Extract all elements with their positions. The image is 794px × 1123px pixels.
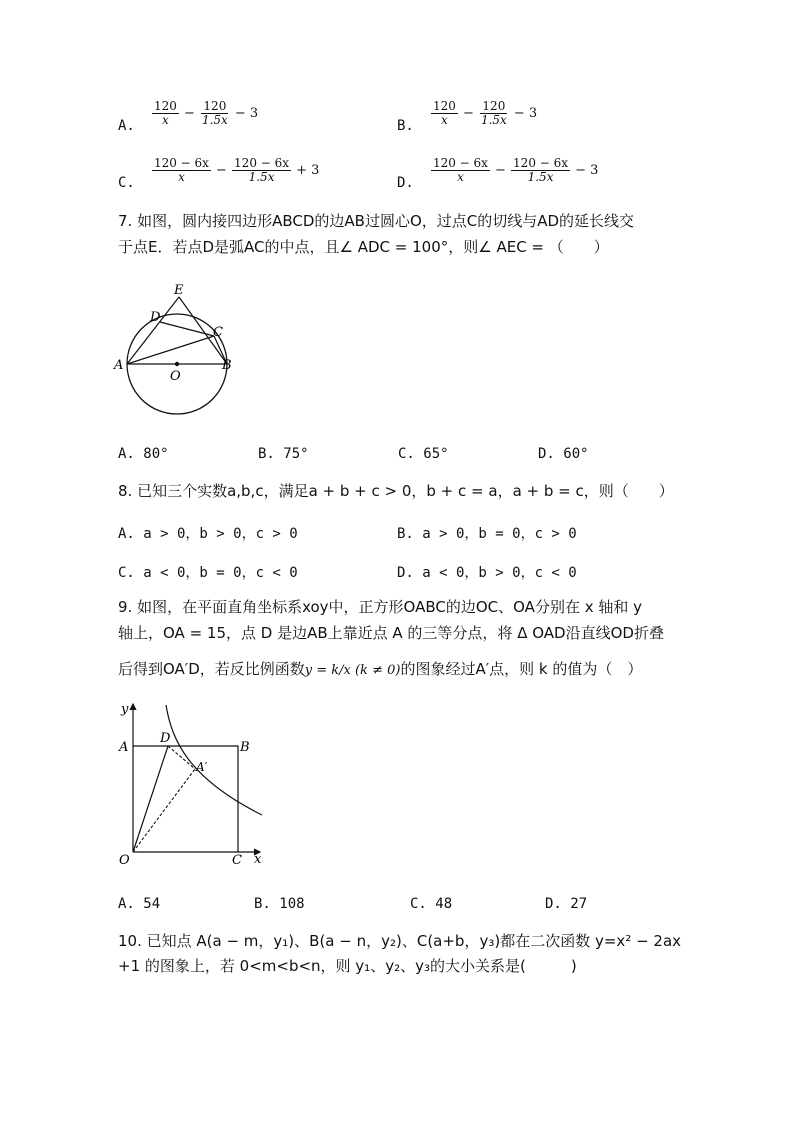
q8-option-d: D. a < 0，b > 0，c < 0 [397,565,577,581]
label-E: E [174,283,184,298]
q8-stem: 8. 已知三个实数a,b,c，满足a + b + c > 0，b + c = a，a + b = c，则（ ） [118,482,674,500]
hyperbola-curve [166,705,262,815]
q6-option-a-tail: − 3 [234,106,259,121]
q7-option-c: C. 65° [398,446,449,462]
q6-option-d: D. $\frac{120 - 6x}{x}$ − $\frac{120 - 6x}{1.5x}$ − 3 [397,156,599,191]
q6-option-d-label: D. [397,175,414,191]
q6-option-c-tail: + 3 [296,163,320,178]
q6-option-a-label: A. [118,118,135,134]
q7-stem-line1: 7. 如图，圆内接四边形ABCD的边AB过圆心O，过点C的切线与AD的延长线交 [118,212,635,230]
q6-option-c-label: C. [118,175,135,191]
segment-OA-prime [133,769,195,852]
label-C: C [232,853,242,868]
label-A-prime: A′ [196,760,208,774]
label-x: x [254,852,262,867]
fraction: $\frac{120}{1.5x}$ [201,99,228,127]
label-D: D [150,310,161,325]
q7-circle-figure [112,280,252,420]
label-B: B [222,358,232,373]
q6-option-b-tail: − 3 [513,106,538,121]
fraction: $\frac{120 - 6x}{x}$ [153,156,209,184]
label-A: A [119,740,129,755]
q9-stem-line1: 9. 如图，在平面直角坐标系xoy中，正方形OABC的边OC、OA分别在 x 轴和 y [118,598,642,616]
label-C: C [213,325,223,340]
q6-option-b-label: B. [397,118,414,134]
q9-stem-line2: 轴上，OA = 15，点 D 是边AB上靠近点 A 的三等分点，将 Δ OAD沿直线OD折叠 [118,624,664,642]
q7-option-a: A. 80° [118,446,169,462]
label-O: O [119,853,130,868]
fraction: $\frac{120}{x}$ [153,99,177,127]
label-A: A [114,358,124,373]
square-OABC [133,746,238,852]
q6-option-a: A. $\frac{120}{x}$ − $\frac{120}{1.5x}$ − 3 [118,99,259,134]
q9-stem-line3-post: 的图象经过A′点，则 k 的值为（ ） [400,660,643,678]
label-B: B [240,740,250,755]
fraction: $\frac{120 - 6x}{x}$ [432,156,488,184]
center-point [175,362,179,366]
q9-option-d: D. 27 [545,896,588,912]
q10-stem-line2: +1 的图象上，若 0<m<b<n，则 y₁、y₂、y₃的大小关系是( ) [118,957,577,975]
q6-option-b: B. $\frac{120}{x}$ − $\frac{120}{1.5x}$ − 3 [397,99,538,134]
fraction: $\frac{120 - 6x}{1.5x}$ [234,156,290,184]
segment-DC [160,322,214,336]
segment-AE [127,297,179,364]
q7-stem-line2: 于点E．若点D是弧AC的中点，且∠ ADC = 100°，则∠ AEC = （ ） [118,238,609,256]
segment-AC [127,336,214,364]
inverse-function: y = k/x (k ≠ 0) [304,663,401,678]
q9-option-c: C. 48 [410,896,453,912]
q9-option-b: B. 108 [254,896,305,912]
q6-option-c: C. $\frac{120 - 6x}{x}$ − $\frac{120 - 6x}{1.5x}$ + 3 [118,156,320,191]
q9-stem-line3-pre: 后得到OA′D，若反比例函数 [118,660,305,678]
q9-option-a: A. 54 [118,896,161,912]
q7-option-b: B. 75° [258,446,309,462]
q9-stem-line3 [118,662,642,678]
q7-option-d: D. 60° [538,446,589,462]
fraction: $\frac{120 - 6x}{1.5x}$ [513,156,569,184]
q8-option-a: A. a > 0，b > 0，c > 0 [118,526,298,542]
segment-OD [133,746,168,852]
q9-coordinate-figure [112,697,272,872]
fraction: $\frac{120}{1.5x}$ [480,99,507,127]
q6-option-d-tail: − 3 [575,163,599,178]
label-y: y [121,702,129,717]
label-O: O [170,369,181,384]
q8-option-b: B. a > 0，b = 0，c > 0 [397,526,577,542]
q10-stem-line1: 10. 已知点 A(a − m，y₁)、B(a − n，y₂)、C(a+b，y₃)都在二次函数 y=x² − 2ax [118,932,682,950]
fraction: $\frac{120}{x}$ [432,99,456,127]
label-D: D [160,731,171,746]
q8-option-c: C. a < 0，b = 0，c < 0 [118,565,298,581]
